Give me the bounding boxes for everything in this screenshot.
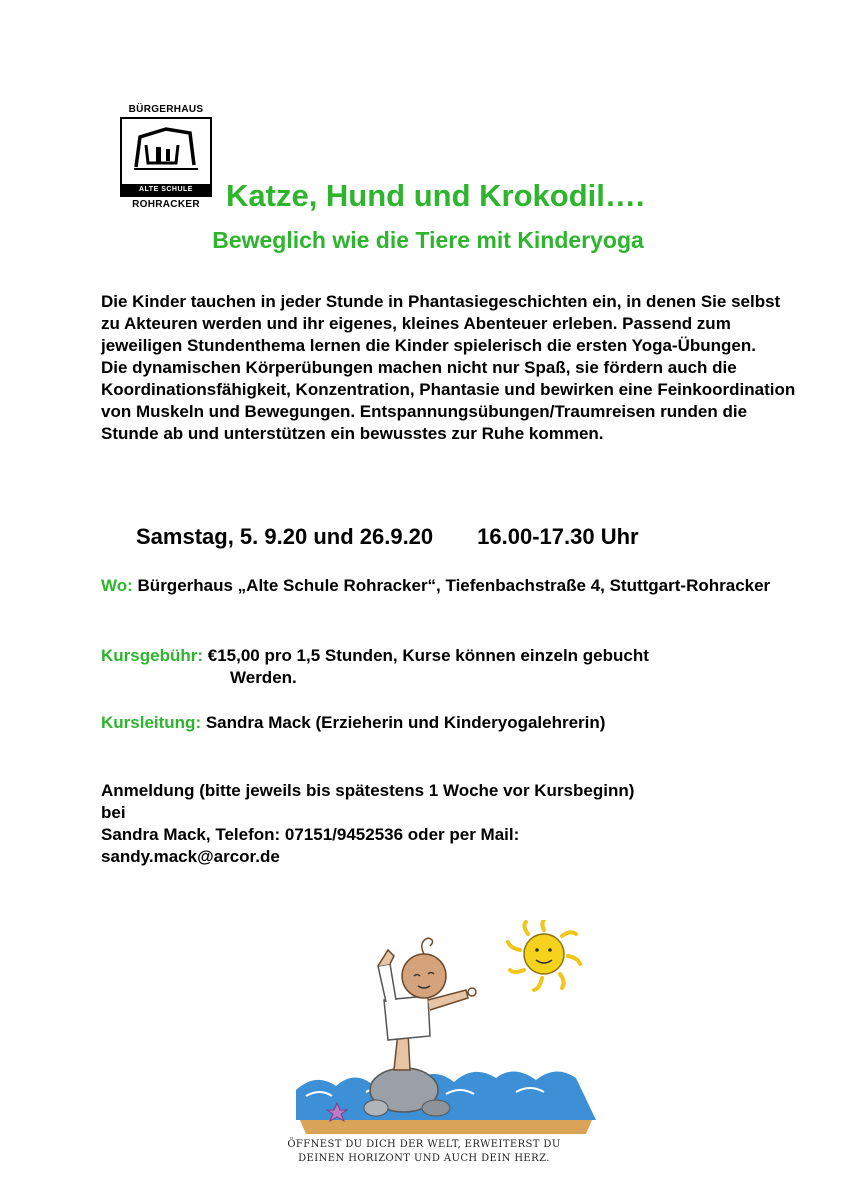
leader-text: Sandra Mack (Erzieherin und Kinderyogalehrerin) [205, 713, 606, 732]
page-subtitle: Beweglich wie die Tiere mit Kinderyoga [212, 227, 644, 253]
page-title: Katze, Hund und Krokodil…. [226, 178, 645, 213]
yoga-child-figure [378, 938, 476, 1070]
intro-text [101, 291, 801, 445]
schedule-dates: Samstag, 5. 9.20 und 26.9.20 [136, 524, 434, 549]
schedule-line [136, 524, 639, 550]
fee-line-2: Werden. [230, 668, 297, 687]
location-block [101, 575, 801, 597]
logo-band-text: ALTE SCHULE [122, 184, 210, 195]
location-text: Bürgerhaus „Alte Schule Rohracker“, Tiefenbachstraße 4, Stuttgart-Rohracker [137, 576, 771, 595]
intro-paragraph-1: Die Kinder tauchen in jeder Stunde in Phantasiegeschichten ein, in denen Sie selbst zu Akteuren werden und ihr eigenes, kleines Abenteuer erleben. Passend zum jeweiligen Stundenthema lernen die Kinder spielerisch die ersten Yoga-Übungen. [101, 292, 781, 355]
registration-line-1: Anmeldung (bitte jeweils bis spätestens 1 Woche vor Kursbeginn) [101, 781, 635, 800]
schedule-time: 16.00-17.30 Uhr [477, 524, 639, 549]
registration-line-3: Sandra Mack, Telefon: 07151/9452536 oder per Mail: [101, 825, 520, 844]
school-building-icon [126, 123, 206, 181]
yoga-child-illustration [296, 920, 596, 1160]
buergerhaus-logo [116, 104, 216, 210]
caption-line-2: DEINEN HORIZONT UND AUCH DEIN HERZ. [298, 1153, 550, 1164]
caption-line-1: ÖFFNEST DU DICH DER WELT, ERWEITERST DU [287, 1139, 561, 1150]
fee-label: Kursgebühr: [101, 646, 203, 665]
sun-icon [508, 920, 580, 990]
logo-top-text: BÜRGERHAUS [128, 104, 204, 115]
location-label: Wo: [101, 576, 133, 595]
intro-paragraph-2: Die dynamischen Körperübungen machen nicht nur Spaß, sie fördern auch die Koordinationsfähigkeit, Konzentration, Phantasie und bewirken eine Feinkoordination von Muskeln und Bewegungen. Entspannungsübungen/Traumreisen runden die Stunde ab und unterstützen ein bewusstes zur Ruhe kommen. [101, 358, 796, 443]
logo-bottom-text: ROHRACKER [132, 199, 200, 210]
fee-block [101, 645, 801, 689]
registration-line-2: bei [101, 803, 126, 822]
registration-block [101, 780, 801, 868]
logo-emblem [120, 117, 212, 197]
leader-label: Kursleitung: [101, 713, 202, 732]
leader-block [101, 712, 801, 734]
illustration-caption [0, 1138, 848, 1166]
registration-email: sandy.mack@arcor.de [101, 847, 280, 866]
fee-line-1: €15,00 pro 1,5 Stunden, Kurse können einzeln gebucht [207, 646, 649, 665]
